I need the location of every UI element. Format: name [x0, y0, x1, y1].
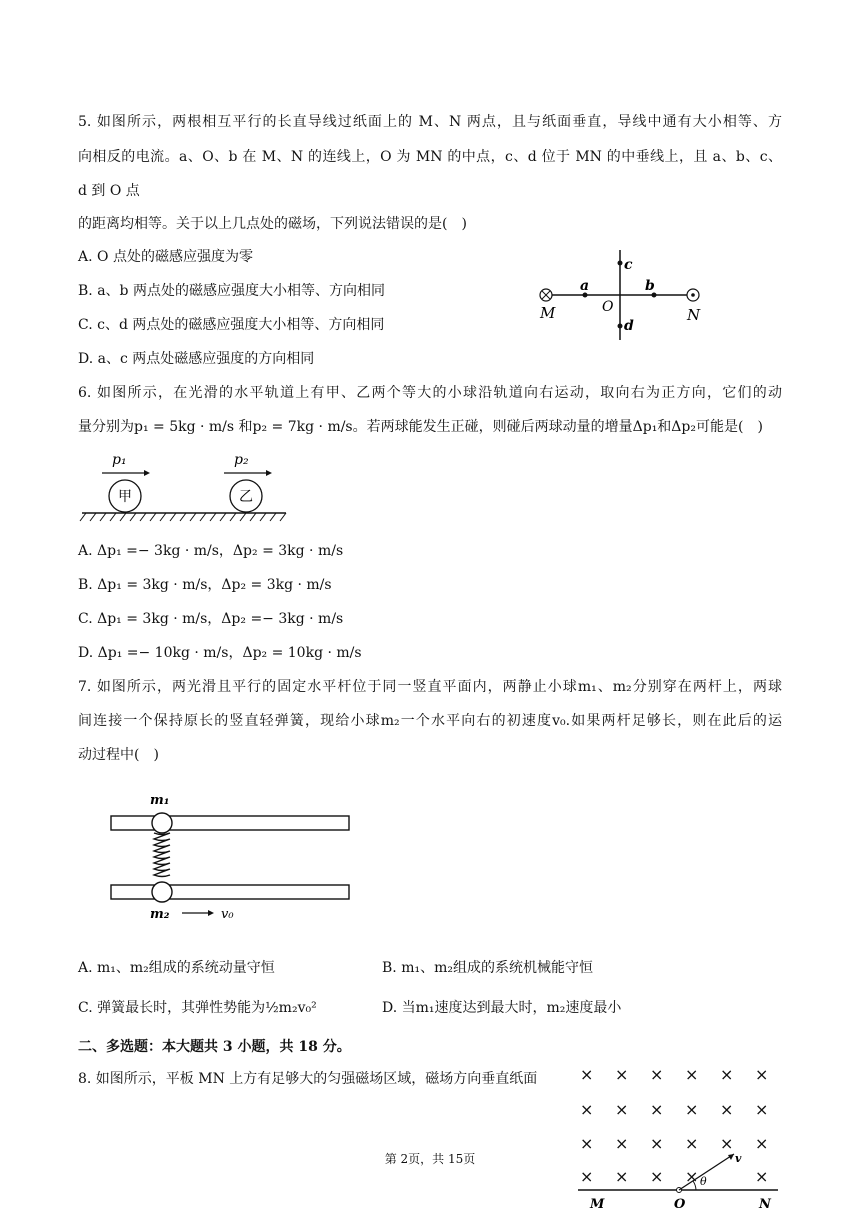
q6-option-a: A. Δp₁ =− 3kg · m/s，Δp₂ = 3kg · m/s — [78, 543, 344, 559]
svg-text:×: × — [580, 1065, 594, 1084]
label-m: M — [590, 1197, 605, 1212]
label-m2: m₂ — [150, 907, 170, 922]
label-n: N — [759, 1197, 771, 1212]
q6-line-2: 量分别为p₁ = 5kg · m/s 和p₂ = 7kg · m/s。若两球能发生正碰，则碰后两球动量的增量Δp₁和Δp₂可能是( ) — [78, 419, 763, 435]
q5-line-1: 5. 如图所示，两根相互平行的长直导线过纸面上的 M、N 两点，且与纸面垂直，导线中通有大小相等、方 — [78, 114, 782, 130]
field-into-page-icon — [580, 1065, 768, 1186]
svg-text:×: × — [720, 1065, 734, 1084]
q6-collision-figure — [78, 448, 293, 526]
svg-text:×: × — [755, 1167, 769, 1186]
q5-line-4: 的距离均相等。关于以上几点处的磁场，下列说法错误的是( ) — [78, 216, 467, 232]
q6-option-b: B. Δp₁ = 3kg · m/s，Δp₂ = 3kg · m/s — [78, 577, 332, 593]
svg-text:×: × — [650, 1134, 664, 1153]
svg-text:×: × — [755, 1100, 769, 1119]
svg-text:×: × — [615, 1167, 629, 1186]
ball-m1 — [152, 813, 172, 833]
q5-option-c: C. c、d 两点处的磁感应强度大小相等、方向相同 — [78, 317, 385, 333]
label-theta: θ — [700, 1175, 707, 1188]
q5-line-3: d 到 O 点 — [78, 183, 140, 199]
q6-option-c: C. Δp₁ = 3kg · m/s，Δp₂ =− 3kg · m/s — [78, 611, 344, 627]
q7-line-1: 7. 如图所示，两光滑且平行的固定水平杆位于同一竖直平面内，两静止小球m₁、m₂分别穿在两杆上，两球 — [78, 679, 782, 695]
svg-text:×: × — [685, 1134, 699, 1153]
svg-text:乙: 乙 — [239, 489, 253, 505]
label-c: c — [624, 257, 633, 273]
label-v: v — [735, 1152, 742, 1165]
svg-text:×: × — [650, 1100, 664, 1119]
q5-option-b: B. a、b 两点处的磁感应强度大小相等、方向相同 — [78, 283, 385, 299]
svg-text:×: × — [685, 1065, 699, 1084]
q5-option-d: D. a、c 两点处磁感应强度的方向相同 — [78, 351, 315, 367]
svg-text:×: × — [580, 1134, 594, 1153]
q5-line-2: 向相反的电流。a、O、b 在 M、N 的连线上，O 为 MN 的中点，c、d 位于 MN 的中垂线上，且 a、b、c、 — [78, 149, 782, 165]
label-b: b — [645, 278, 655, 294]
svg-text:×: × — [685, 1167, 699, 1186]
section-2-heading: 二、多选题：本大题共 3 小题，共 18 分。 — [78, 1039, 351, 1055]
svg-text:×: × — [755, 1134, 769, 1153]
q7-spring-figure — [108, 788, 353, 923]
q6-option-d: D. Δp₁ =− 10kg · m/s，Δp₂ = 10kg · m/s — [78, 645, 362, 661]
ball-m2 — [152, 882, 172, 902]
label-v0: v₀ — [221, 907, 234, 922]
label-o: O — [602, 299, 614, 315]
label-p1: p₁ — [112, 452, 127, 468]
label-m1: m₁ — [150, 793, 170, 808]
q6-line-1: 6. 如图所示，在光滑的水平轨道上有甲、乙两个等大的小球沿轨道向右运动，取向右为正方向，它们的动 — [78, 385, 782, 401]
q7-option-b: B. m₁、m₂组成的系统机械能守恒 — [382, 960, 593, 976]
svg-text:×: × — [615, 1100, 629, 1119]
label-p2: p₂ — [234, 452, 249, 468]
q7-option-c: C. 弹簧最长时，其弹性势能为½m₂v₀² — [78, 1000, 317, 1016]
label-n: N — [687, 306, 701, 324]
svg-text:×: × — [720, 1134, 734, 1153]
q7-option-d: D. 当m₁速度达到最大时，m₂速度最小 — [382, 1000, 622, 1016]
label-d: d — [624, 318, 634, 334]
svg-text:×: × — [580, 1167, 594, 1186]
q5-field-figure — [530, 248, 720, 343]
svg-text:×: × — [755, 1065, 769, 1084]
svg-text:×: × — [615, 1065, 629, 1084]
label-m: M — [540, 304, 556, 322]
svg-text:×: × — [685, 1100, 699, 1119]
spring — [154, 833, 170, 877]
page-footer: 第 2页，共 15页 — [384, 1152, 476, 1166]
q8-magnetic-field-figure — [572, 1062, 784, 1214]
q5-option-a: A. O 点处的磁感应强度为零 — [78, 249, 253, 265]
q7-option-a: A. m₁、m₂组成的系统动量守恒 — [78, 960, 275, 976]
q8-line-1: 8. 如图所示，平板 MN 上方有足够大的匀强磁场区域，磁场方向垂直纸面 — [78, 1071, 538, 1087]
svg-text:×: × — [580, 1100, 594, 1119]
svg-text:×: × — [650, 1065, 664, 1084]
label-o: O — [674, 1197, 686, 1212]
q7-line-3: 动过程中( ) — [78, 747, 159, 763]
label-a: a — [580, 278, 590, 294]
q7-line-2: 间连接一个保持原长的竖直轻弹簧，现给小球m₂一个水平向右的初速度v₀.如果两杆足够长，则在此后的运 — [78, 713, 782, 729]
svg-text:×: × — [650, 1167, 664, 1186]
svg-text:甲: 甲 — [118, 489, 132, 505]
svg-text:×: × — [615, 1134, 629, 1153]
svg-text:×: × — [720, 1100, 734, 1119]
